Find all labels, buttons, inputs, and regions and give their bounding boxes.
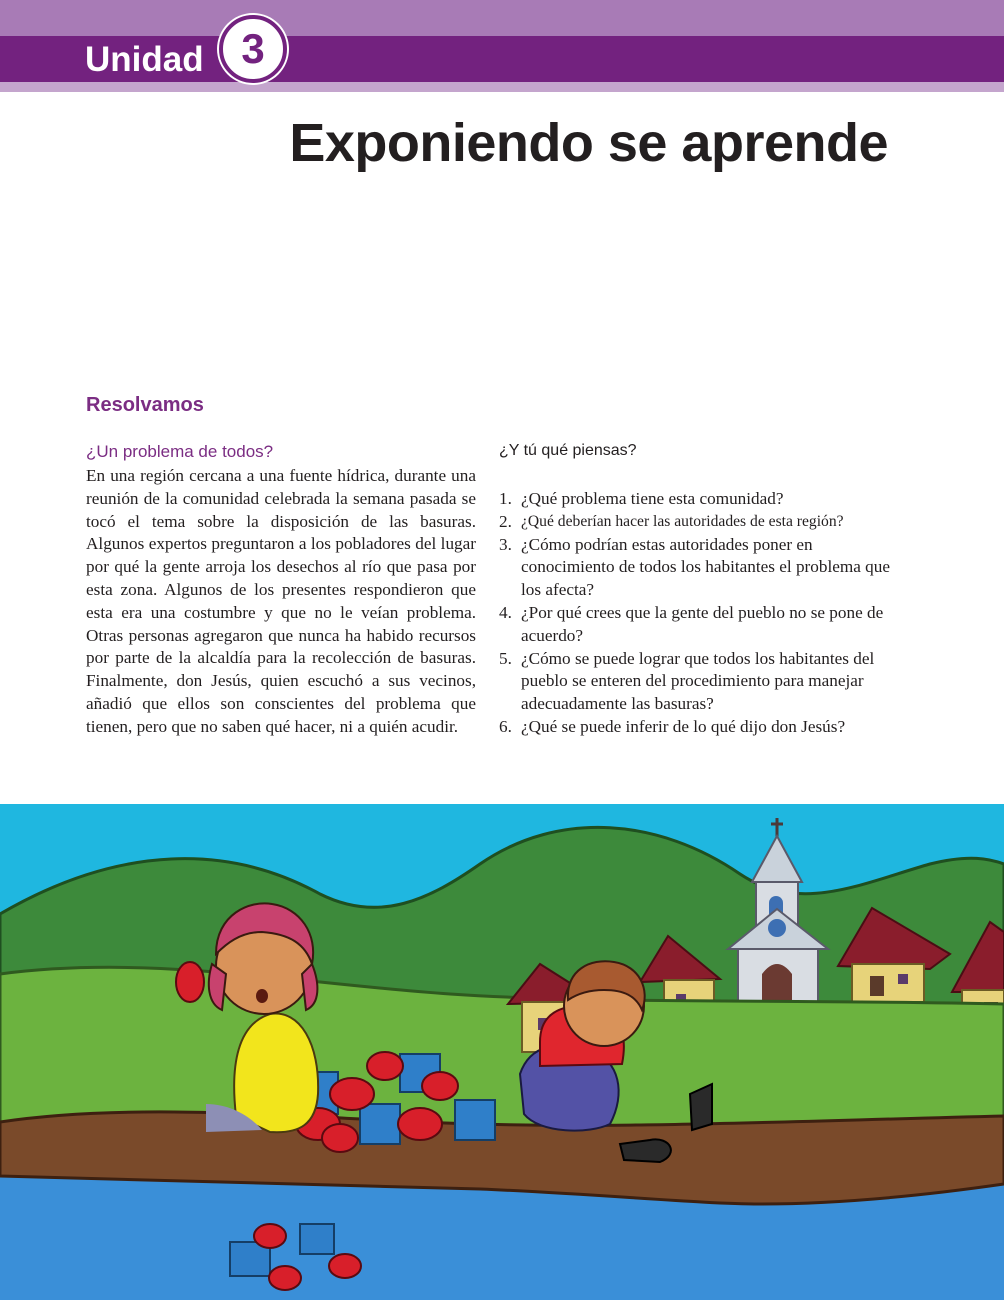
unit-number: 3 (241, 25, 265, 72)
header-band-top (0, 0, 1004, 36)
question-item (499, 488, 899, 511)
question-item (499, 511, 899, 534)
question-item (499, 716, 899, 739)
story-paragraph: En una región cercana a una fuente hídrica, durante una reunión de la comunidad celebrada la semana pasada se tocó el tema sobre la disposición de las basuras. Algunos expertos preguntaron a los pobladores del lugar por qué la gente arroja los desechos al río que pasa por esta zona. Algunos de los presentes respondieron que esta era una costumbre y que no le veían problema. Otras personas agregaron que nunca ha habido recursos por parte de la alcaldía para la recolección de basuras. Finalmente, don Jesús, quien escuchó a sus vecinos, añadió que ellos son conscientes del problema que tienen, pero que no saben qué hacer, ni a quién acudir. (86, 466, 476, 736)
question-number: 6. (499, 716, 512, 736)
question-number: 5. (499, 648, 512, 668)
village-river-illustration (0, 804, 1004, 1300)
question-text: ¿Cómo se puede lograr que todos los habitantes del pueblo se enteren del procedimiento para manejar adecuadamente las basuras? (521, 648, 875, 714)
questions-list (499, 488, 899, 739)
question-number: 3. (499, 534, 512, 554)
question-item (499, 602, 899, 648)
question-text: ¿Qué se puede inferir de lo qué dijo don Jesús? (521, 716, 846, 736)
question-number: 4. (499, 602, 512, 622)
question-item (499, 534, 899, 602)
questions-heading: ¿Y tú qué piensas? (499, 442, 637, 459)
question-text: ¿Qué deberían hacer las autoridades de esta región? (521, 512, 844, 530)
story-title: ¿Un problema de todos? (86, 442, 274, 461)
unit-label: Unidad (85, 40, 204, 79)
question-text: ¿Por qué crees que la gente del pueblo no se pone de acuerdo? (521, 602, 884, 645)
question-text: ¿Qué problema tiene esta comunidad? (521, 489, 784, 508)
question-item (499, 648, 899, 716)
question-text: ¿Cómo podrían estas autoridades poner en conocimiento de todos los habitantes el problema que los afecta? (521, 534, 890, 600)
header-band-bottom (0, 82, 1004, 92)
unit-number-badge (219, 15, 287, 83)
question-number: 1. (499, 489, 512, 508)
section-heading: Resolvamos (86, 394, 204, 416)
page-title: Exponiendo se aprende (289, 113, 888, 173)
question-number: 2. (499, 511, 512, 531)
